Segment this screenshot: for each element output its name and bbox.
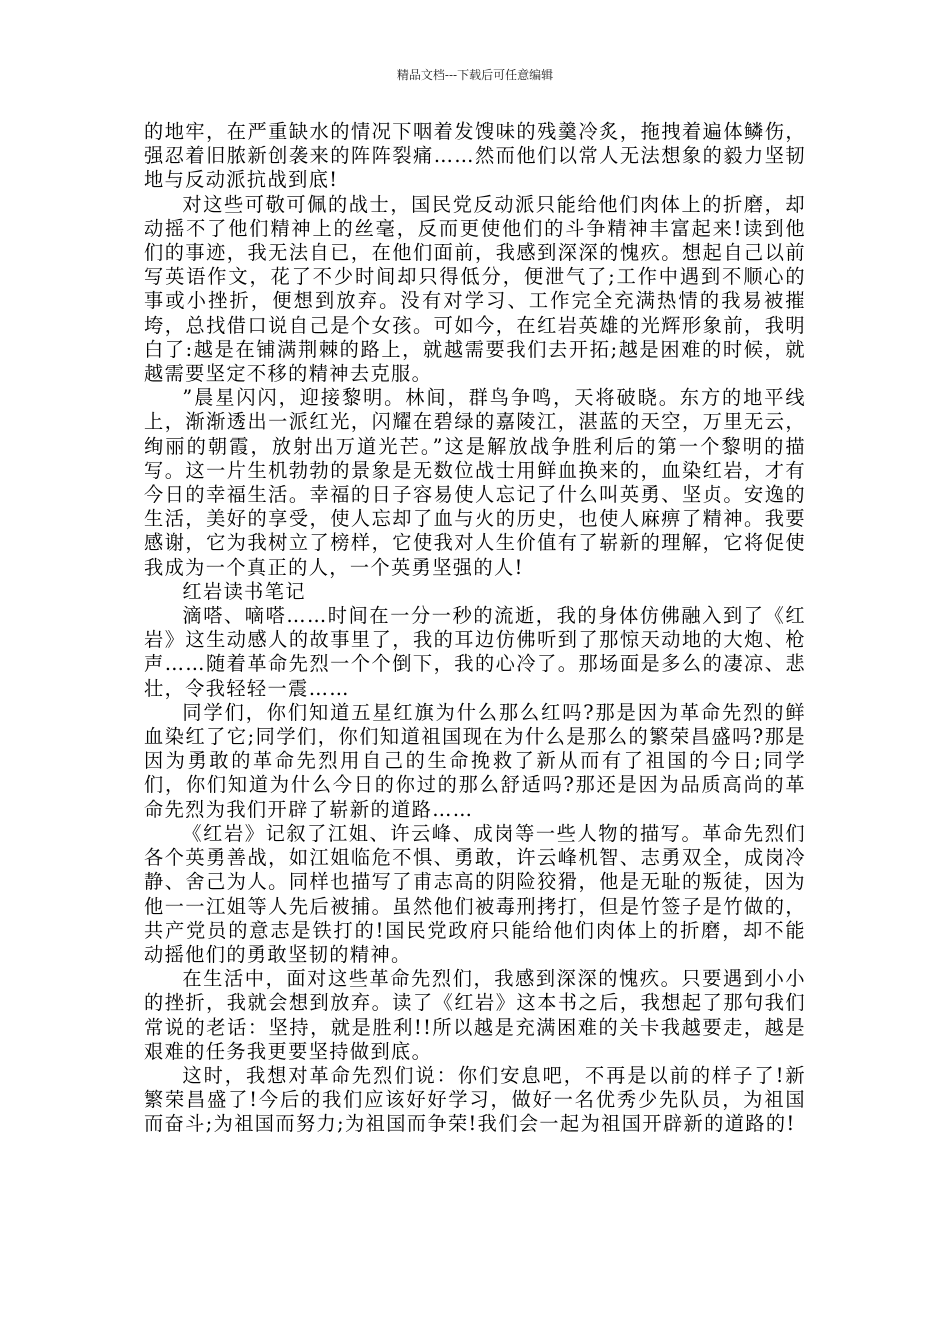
document-body <box>144 120 806 1137</box>
page-header: 精品文档---下载后可任意编辑 <box>396 68 554 82</box>
paragraph: 这时，我想对革命先烈们说：你们安息吧，不再是以前的样子了!新繁荣昌盛了!今后的我们应该好好学习，做好一名优秀少先队员，为祖国而奋斗;为祖国而努力;为祖国而争荣!我们会一起为祖国开辟新的道路的! <box>144 1063 806 1136</box>
paragraph: 同学们，你们知道五星红旗为什么那么红吗?那是因为革命先烈的鲜血染红了它;同学们，你们知道祖国现在为什么是那么的繁荣昌盛吗?那是因为勇敢的革命先烈用自己的生命挽救了新从而有了祖国的今日;同学们，你们知道为什么今日的你过的那么舒适吗?那还是因为品质高尚的革命先烈为我们开辟了崭新的道路…… <box>144 700 806 821</box>
paragraph: 《红岩》记叙了江姐、许云峰、成岗等一些人物的描写。革命先烈们各个英勇善战，如江姐临危不惧、勇敢，许云峰机智、志勇双全，成岗冷静、舍己为人。同样也描写了甫志高的阴险狡猾，他是无耻的叛徒，因为他一一江姐等人先后被捕。虽然他们被毒刑拷打，但是竹签子是竹做的，共产党员的意志是铁打的!国民党政府只能给他们肉体上的折磨，却不能动摇他们的勇敢坚韧的精神。 <box>144 821 806 966</box>
paragraph: 在生活中，面对这些革命先烈们，我感到深深的愧疚。只要遇到小小的挫折，我就会想到放弃。读了《红岩》这本书之后，我想起了那句我们常说的老话：坚持，就是胜利!!所以越是充满困难的关卡我越要走，越是艰难的任务我更要坚持做到底。 <box>144 967 806 1063</box>
section-heading: 红岩读书笔记 <box>182 579 306 603</box>
paragraph-continuation: 的地牢，在严重缺水的情况下咽着发馊味的残羹冷炙，拖拽着遍体鳞伤，强忍着旧脓新创袭来的阵阵裂痛……然而他们以常人无法想象的毅力坚韧地与反动派抗战到底! <box>144 120 806 192</box>
paragraph: 滴嗒、嘀嗒……时间在一分一秒的流逝，我的身体仿佛融入到了《红岩》这生动感人的故事里了，我的耳边仿佛听到了那惊天动地的大炮、枪声……随着革命先烈一个个倒下，我的心冷了。那场面是多么的凄凉、悲壮，令我轻轻一震…… <box>144 604 806 700</box>
paragraph: ”晨星闪闪，迎接黎明。林间，群鸟争鸣，天将破晓。东方的地平线上，渐渐透出一派红光，闪耀在碧绿的嘉陵江，湛蓝的天空，万里无云，绚丽的朝霞，放射出万道光芒。”这是解放战争胜利后的第一个黎明的描写。这一片生机勃勃的景象是无数位战士用鲜血换来的，血染红岩，才有今日的幸福生活。幸福的日子容易使人忘记了什么叫英勇、坚贞。安逸的生活，美好的享受，使人忘却了血与火的历史，也使人麻痹了精神。我要感谢，它为我树立了榜样，它使我对人生价值有了崭新的理解，它将促使我成为一个真正的人，一个英勇坚强的人! <box>144 386 806 579</box>
paragraph: 对这些可敬可佩的战士，国民党反动派只能给他们肉体上的折磨，却动摇不了他们精神上的丝毫，反而更使他们的斗争精神丰富起来!读到他们的事迹，我无法自已，在他们面前，我感到深深的愧疚。想起自己以前写英语作文，花了不少时间却只得低分，便泄气了;工作中遇到不顺心的事或小挫折，便想到放弃。没有对学习、工作完全充满热情的我易被摧垮，总找借口说自己是个女孩。可如今，在红岩英雄的光辉形象前，我明白了:越是在铺满荆棘的路上，就越需要我们去开拓;越是困难的时候，就越需要坚定不移的精神去克服。 <box>144 192 806 386</box>
